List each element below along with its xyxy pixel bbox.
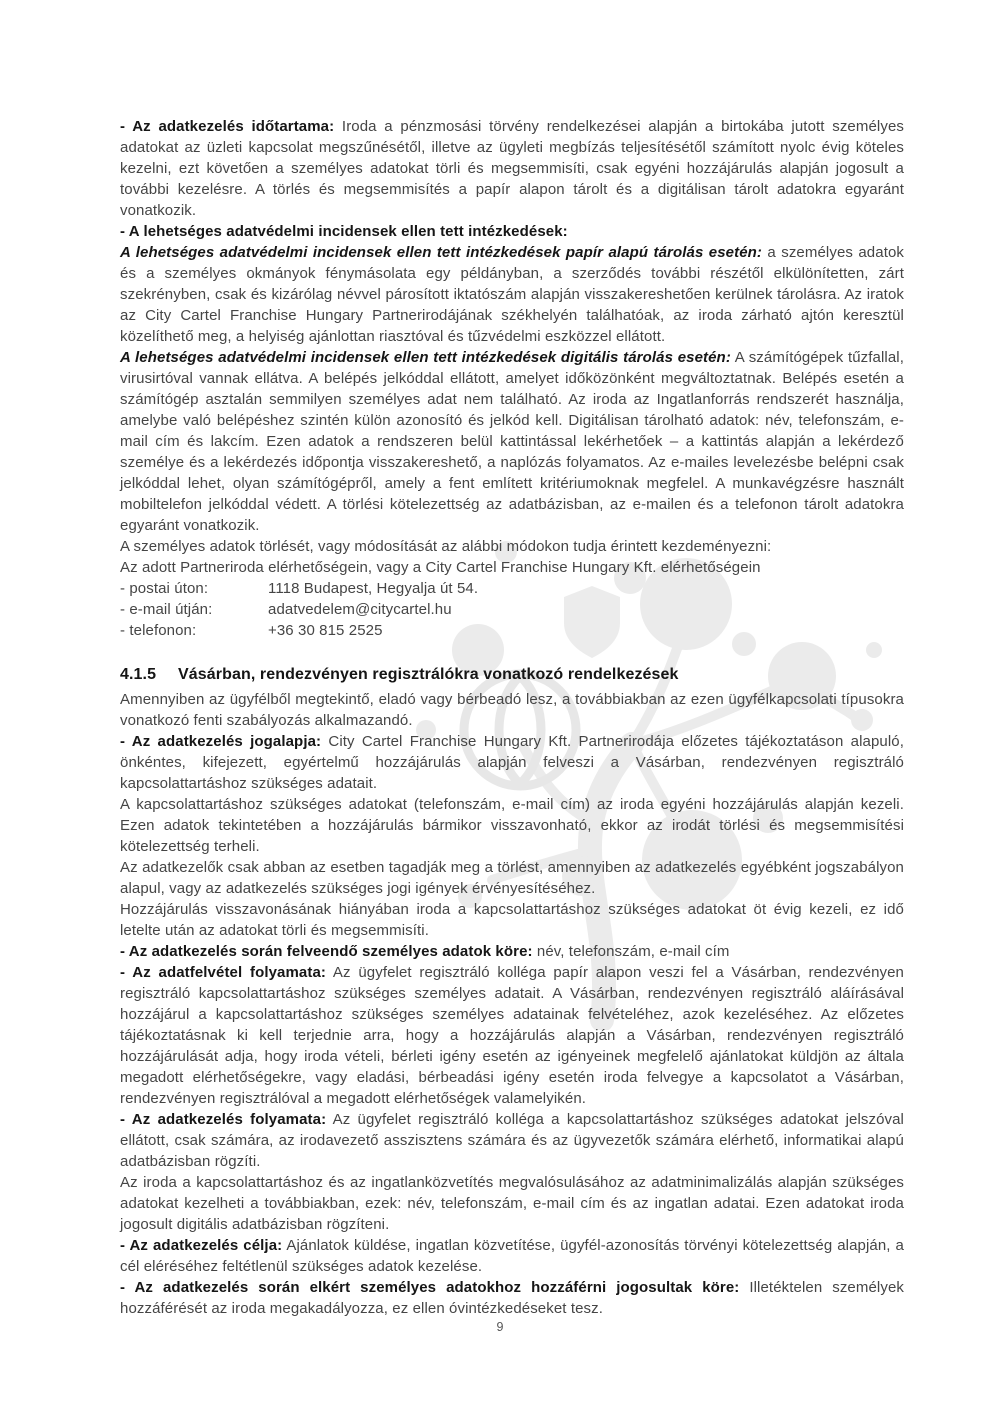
- page-number: 9: [496, 1320, 504, 1334]
- paragraph-digital-storage: [120, 347, 904, 536]
- contact-email-value: adatvedelem@citycartel.hu: [268, 601, 452, 618]
- paragraph-contact-data: A kapcsolattartáshoz szükséges adatokat (telefonszám, e-mail cím) az iroda egyéni hozzájárulás alapján kezeli. Ezen adatok tekintetében a hozzájárulás bármikor visszavonható, ekkor az irodát törlési és megsemmisítési kötelezettség terheli.: [120, 796, 904, 855]
- purpose-lead: - Az adatkezelés célja:: [120, 1237, 283, 1254]
- incidents-heading: - A lehetséges adatvédelmi incidensek ellen tett intézkedések:: [120, 223, 568, 240]
- paragraph-five-years: Hozzájárulás visszavonásának hiányában iroda a kapcsolattartáshoz szükséges adatokat öt évig kezeli, ez idő letelte után az adatokat törli és megsemmisíti.: [120, 901, 904, 939]
- paragraph-purpose: [120, 1235, 904, 1277]
- digital-storage-text: A számítógépek tűzfallal, virusirtóval vannak ellátva. A belépés jelkóddal ellátott, amelyet időközönként megváltoztatnak. Belépés esetén a számítógép asztalán semmilyen személyes adat nem található. Az iroda az Ingatlanforrás rendszerét használja, amelybe való belépéshez szintén külön azonosító és jelkód kell. Digitálisan tárolható adatok: név, telefonszám, e-mail cím és lakcím. Ezen adatok a rendszeren belül kattintással lekérhetőek – a kattintás alapján a lekérdező személye és a lekérdezés időpontja visszakereshető, a naplózás folyamatos. Az e-mailes levelezésbe belépni csak jelkóddal lehet, olyan számítógépről, amely a fent említett kritériumoknak megfelel. A munkavégzésre használt mobiltelefon jelkóddal védett. A törlési kötelezettség az adatbázisban, az e-mailen és a telefonon tárolt adatokra egyaránt vonatkozik.: [120, 349, 904, 534]
- handling-process-text: Az ügyfelet regisztráló kolléga a kapcsolattartáshoz szükséges adatokat jelszóval ellátott, csak számára, az irodavezető asszisztens számára és az ügyvezetők számára elérhető, informatikai alapú adatbázisban rögzíti.: [120, 1111, 904, 1170]
- section-heading: [120, 664, 904, 686]
- data-scope-text: név, telefonszám, e-mail cím: [536, 943, 730, 960]
- paragraph-data-scope: [120, 941, 904, 962]
- contact-row-email: [120, 599, 904, 620]
- legal-basis-lead: - Az adatkezelés jogalapja:: [120, 733, 322, 750]
- contact-row-phone: [120, 620, 904, 641]
- contact-postal-value: 1118 Budapest, Hegyalja út 54.: [268, 580, 479, 597]
- digital-storage-lead: A lehetséges adatvédelmi incidensek ellen tett intézkedések digitális tárolás esetén:: [120, 349, 731, 366]
- contact-phone-label: - telefonon:: [120, 622, 197, 639]
- contact-row-postal: [120, 578, 904, 599]
- paragraph-handling-process: [120, 1109, 904, 1172]
- paragraph-intake-process: [120, 962, 904, 1109]
- paragraph-paper-storage: [120, 242, 904, 347]
- purpose-text: Ajánlatok küldése, ingatlan közvetítése, ügyfél-azonosítás törvényi kötelezettség alapján, a cél eléréséhez feltétlenül szükséges adatok kezelése.: [120, 1237, 904, 1275]
- paper-storage-text: a személyes adatok és a személyes okmányok fénymásolata egy példányban, a szerződés további részétől elkülönítetten, zárt szekrényben, csak és kizárólag névvel párosított iktatószám alapján visszakereshetően kerülnek tárolásra. Az iratok az City Cartel Franchise Hungary Partnerirodájának székhelyén találhatóak, az iroda zárható ajtón keresztül közelíthető meg, a helyiség ajánlottan riasztóval és tűzvédelmi eszközzel ellátott.: [120, 244, 904, 345]
- paragraph-refusal: Az adatkezelők csak abban az esetben tagadják meg a törlést, amennyiben az adatkezelés egyébként jogszabályon alapul, vagy az adatkezelés szükséges jogi igények érvényesítéséhez.: [120, 859, 904, 897]
- contact-phone-value: +36 30 815 2525: [268, 622, 383, 639]
- retention-lead: - Az adatkezelés időtartama:: [120, 118, 335, 135]
- contact-postal-label: - postai úton:: [120, 580, 209, 597]
- contact-email-label: - e-mail útján:: [120, 601, 213, 618]
- page-content: [120, 116, 904, 1319]
- paper-storage-lead: A lehetséges adatvédelmi incidensek ellen tett intézkedések papír alapú tárolás esetén:: [120, 244, 763, 261]
- paragraph-access-rights: [120, 1277, 904, 1319]
- intake-process-text: Az ügyfelet regisztráló kolléga papír alapon veszi fel a Vásárban, rendezvényen regisztráló kapcsolattartáshoz szükséges személyes adatait. A Vásárban, rendezvényen regisztráló aláírásával hozzájárul a kapcsolattartáshoz szükséges személyes adatainak felvételéhez, azok kezeléséhez. Az előzetes tájékoztatásnak ki kell terjednie arra, hogy a hozzájárulás alapján a Vásárban, rendezvényen regisztráló hozzájárulását adja, hogy iroda vételi, bérleti igény esetén az igényeinek megfelelő ajánlatokat küldjön az általa megadott elérhetőségekre, vagy eladási, bérbeadási igény esetén iroda felvegye a kapcsolatot a Vásárban, rendezvényen regisztrálóval a megadott elérhetőségek valamelyikén.: [120, 964, 904, 1107]
- paragraph-deletion-intro: A személyes adatok törlését, vagy módosítását az alábbi módokon tudja érintett kezdeményezni:: [120, 538, 772, 555]
- paragraph-legal-basis: [120, 731, 904, 794]
- handling-process-lead: - Az adatkezelés folyamata:: [120, 1111, 327, 1128]
- retention-text: Iroda a pénzmosási törvény rendelkezései alapján a birtokába jutott személyes adatokat az üzleti kapcsolat megszűnésétől, illetve az ügyleti megbízás teljesítésétől számított nyolc évig köteles kezelni, ezt követően a személyes adatokat törli és megsemmisíti, csak egyéni hozzájárulás alapján jogosult a további kezelésre. A törlés és megsemmisítés a papír alapon tárolt és a digitálisan tárolt adatokra egyaránt vonatkozik.: [120, 118, 904, 219]
- section-number: 4.1.5: [120, 666, 157, 683]
- data-scope-lead: - Az adatkezelés során felveendő személyes adatok köre:: [120, 943, 533, 960]
- access-rights-lead: - Az adatkezelés során elkért személyes adatokhoz hozzáférni jogosultak köre:: [120, 1279, 740, 1296]
- paragraph-data-minimization: Az iroda a kapcsolattartáshoz és az ingatlanközvetítés megvalósulásához az adatminimalizálás alapján szükséges adatokat kezelheti a továbbiakban, ezek: név, telefonszám, e-mail cím és az ingatlan adatai. Ezen adatokat iroda jogosult digitális adatbázisban rögzíteni.: [120, 1174, 904, 1233]
- legal-basis-text: City Cartel Franchise Hungary Kft. Partnerirodája előzetes tájékoztatáson alapuló, önkéntes, kifejezett, egyértelmű hozzájárulás alapján felveszi a Vásárban, rendezvényen regisztráló kapcsolattartáshoz szükséges adatait.: [120, 733, 904, 792]
- intake-process-lead: - Az adatfelvétel folyamata:: [120, 964, 326, 981]
- paragraph-retention: [120, 116, 904, 221]
- paragraph-section-intro: Amennyiben az ügyfélből megtekintő, eladó vagy bérbeadó lesz, a továbbiakban az ezen ügyfélkapcsolati típusokra vonatkozó fenti szabályozás alkalmazandó.: [120, 691, 904, 729]
- section-title: Vásárban, rendezvényen regisztrálókra vonatkozó rendelkezések: [178, 666, 679, 683]
- paragraph-contact-intro: Az adott Partneriroda elérhetőségein, vagy a City Cartel Franchise Hungary Kft. elérhetőségein: [120, 559, 761, 576]
- access-rights-text: Illetéktelen személyek hozzáférését az iroda megakadályozza, ez ellen óvintézkedéseket tesz.: [120, 1279, 904, 1317]
